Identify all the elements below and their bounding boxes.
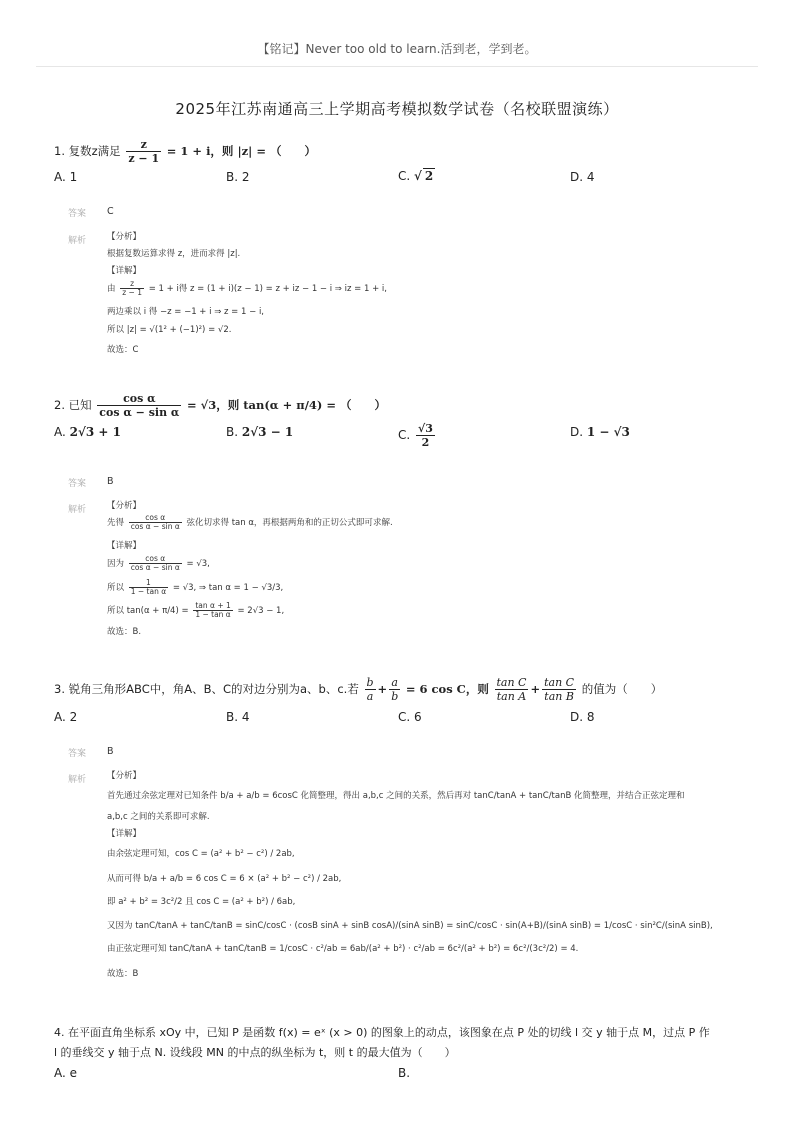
q3-frac-a2: a <box>389 676 400 690</box>
q2-sol-l3-den: 1 − tan α <box>130 586 167 596</box>
q3-answer-label: 答案 <box>68 749 87 759</box>
q3-sol-l5: 又因为 tanC/tanA + tanC/tanB = sinC/cosC · (cosB sinA + sinB cosA)/(sinA sinB) = sinC/cosC · sin(A+B)/(sinA sinB) = 1/cosC · sin²C/(sinA sinB), <box>107 921 713 931</box>
q3-frac-tanc: tan C <box>496 676 527 689</box>
q2-option-d[interactable] <box>570 425 630 439</box>
q3-sol-h2: 【详解】 <box>107 829 142 839</box>
page-header: 【铭记】Never too old to learn.活到老，学到老。 <box>257 42 537 56</box>
q1-option-b[interactable]: B. 2 <box>226 170 250 184</box>
q3-frac-tanc-tana <box>495 676 529 703</box>
q2-answer-label: 答案 <box>68 479 87 489</box>
q3-sol-l6: 由正弦定理可知 tanC/tanA + tanC/tanB = 1/cosC · c²/ab = 6ab/(a² + b²) · c²/ab = 6c²/(a² + b²) = 6c²/(3c²/2) = 4. <box>107 944 579 954</box>
q3-number: 3. <box>54 682 65 696</box>
q2-sol-l1-num: cos α <box>129 514 182 523</box>
q1-sol-l2 <box>107 280 387 297</box>
q2-stem-fraction <box>97 392 181 419</box>
page-title: 2025年江苏南通高三上学期高考模拟数学试卷（名校联盟演练） <box>175 100 619 118</box>
q2-analysis-label: 解析 <box>68 505 87 515</box>
q3-stem-b: = 6 cos C，则 <box>405 682 489 696</box>
q1-sol-h1: 【分析】 <box>107 232 142 242</box>
q1-sol-l2-den: z − 1 <box>122 287 142 297</box>
q4-number: 4. <box>54 1026 65 1039</box>
q1-option-c[interactable] <box>398 168 435 183</box>
q2-stem <box>54 392 386 419</box>
q1-sol-l4: 所以 |z| = √(1² + (−1)²) = √2. <box>107 325 232 335</box>
q3-frac-tana: tan A <box>496 690 527 703</box>
q1-option-c-value: 2 <box>424 169 434 183</box>
q2-option-c[interactable] <box>398 422 437 449</box>
q3-stem-a: 锐角三角形ABC中，角A、B、C的对边分别为a、b、c.若 <box>68 682 359 696</box>
q3-frac-a-over-b <box>389 676 400 703</box>
q1-stem <box>54 138 316 165</box>
q3-stem-c: 的值为（ ） <box>581 682 663 696</box>
q1-stem-a: 复数z满足 <box>68 144 121 158</box>
q2-sol-l1-frac <box>129 514 182 531</box>
q1-answer-label: 答案 <box>68 209 87 219</box>
q3-frac-b: b <box>366 676 374 689</box>
q2-sol-l3-frac <box>129 579 168 596</box>
q1-frac-num: z <box>126 138 161 152</box>
q2-option-a-value: 2√3 + 1 <box>69 425 121 439</box>
q2-stem-a: 已知 <box>68 398 92 412</box>
q2-frac-num: cos α <box>97 392 181 406</box>
q3-option-a[interactable]: A. 2 <box>54 710 78 724</box>
q2-sol-l4-frac <box>193 602 232 619</box>
q1-analysis-label: 解析 <box>68 236 87 246</box>
q2-sol-l3-b: = √3, ⇒ tan α = 1 − √3/3, <box>172 582 284 593</box>
q2-sol-l2-den: cos α − sin α <box>130 562 180 572</box>
q3-frac-a: a <box>366 690 374 703</box>
q2-sol-l1-b: 弦化切求得 tan α，再根据两角和的正切公式即可求解. <box>186 517 393 528</box>
q3-frac-tanb: tan B <box>544 690 574 703</box>
q2-sol-l2-frac <box>129 555 182 572</box>
q3-analysis-label: 解析 <box>68 775 87 785</box>
q2-sol-l5: 故选：B. <box>107 627 142 637</box>
q2-option-b-value: 2√3 − 1 <box>241 425 294 439</box>
q1-option-a[interactable]: A. 1 <box>54 170 78 184</box>
q1-sol-l5: 故选：C <box>107 345 139 355</box>
q1-sol-l2-frac <box>120 280 144 297</box>
q2-option-a-prefix: A. <box>54 425 66 439</box>
q2-sol-l1-a: 先得 <box>107 517 125 528</box>
q1-sol-h2: 【详解】 <box>107 266 142 276</box>
q1-sol-l2-b: = 1 + i得 z = (1 + i)(z − 1) = z + iz − 1 − i ⇒ iz = 1 + i, <box>148 283 387 294</box>
q2-sol-l4-b: = 2√3 − 1, <box>237 605 285 616</box>
q2-sol-l2-num: cos α <box>129 555 182 564</box>
q3-option-b[interactable]: B. 4 <box>226 710 250 724</box>
q2-sol-l2-b: = √3, <box>186 558 210 569</box>
q2-sol-l1 <box>107 514 393 531</box>
q1-number: 1. <box>54 144 65 158</box>
q2-option-c-frac <box>416 422 435 449</box>
q2-option-a[interactable] <box>54 425 121 439</box>
q1-stem-b: = 1 + i，则 |z| = （ ） <box>166 144 316 158</box>
q2-sol-l4-num: tan α + 1 <box>195 601 231 610</box>
q1-sol-l2-a: 由 <box>107 283 116 294</box>
q1-frac-den: z − 1 <box>128 152 160 165</box>
q2-sol-l4-a: 所以 tan(α + π/4) = <box>107 605 189 616</box>
q1-stem-fraction <box>126 138 161 165</box>
q2-frac-den: cos α − sin α <box>99 406 180 419</box>
q3-answer: B <box>107 746 114 757</box>
q3-stem <box>54 676 662 703</box>
q4-option-b[interactable]: B. <box>398 1066 411 1080</box>
q2-sol-l4 <box>107 602 284 619</box>
q2-sol-l3-num: 1 <box>129 579 168 588</box>
q2-sol-h2: 【详解】 <box>107 541 142 551</box>
q3-frac-tanc2: tan C <box>544 676 575 689</box>
q1-sol-l3: 两边乘以 i 得 −z = −1 + i ⇒ z = 1 − i, <box>107 307 265 317</box>
q2-sol-h1: 【分析】 <box>107 501 142 511</box>
q1-sol-l1: 根据复数运算求得 z，进而求得 |z|. <box>107 249 241 259</box>
q4-option-a[interactable]: A. e <box>54 1066 78 1080</box>
q2-number: 2. <box>54 398 65 412</box>
q3-frac-b-over-a <box>365 676 376 703</box>
q2-sol-l3-a: 所以 <box>107 582 125 593</box>
q1-sol-l2-num: z <box>120 280 144 289</box>
q3-option-c[interactable]: C. 6 <box>398 710 422 724</box>
q4-line1: 在平面直角坐标系 xOy 中，已知 P 是函数 f(x) = eˣ (x > 0) 的图象上的动点，该图象在点 P 处的切线 l 交 y 轴于点 M，过点 P 作 <box>68 1026 710 1039</box>
q2-sol-l1-den: cos α − sin α <box>130 521 180 531</box>
q1-option-c-prefix: C. <box>398 169 411 183</box>
q2-option-b[interactable] <box>226 425 293 439</box>
q3-sol-h1: 【分析】 <box>107 771 142 781</box>
q2-option-d-prefix: D. <box>570 425 584 439</box>
q2-option-d-value: 1 − √3 <box>586 425 630 439</box>
q3-frac-b2: b <box>391 690 399 703</box>
q3-sol-l1b: a,b,c 之间的关系即可求解. <box>107 812 210 822</box>
q3-option-d[interactable]: D. 8 <box>570 710 595 724</box>
q3-sol-l3: 从而可得 b/a + a/b = 6 cos C = 6 × (a² + b² − c²) / 2ab, <box>107 874 342 884</box>
q4-stem-line1 <box>54 1024 710 1040</box>
q2-sol-l2 <box>107 555 210 572</box>
q2-answer: B <box>107 476 114 487</box>
q3-sol-l2: 由余弦定理可知，cos C = (a² + b² − c²) / 2ab, <box>107 849 295 859</box>
q2-option-c-prefix: C. <box>398 428 411 442</box>
q3-plus-sign-2: + <box>530 682 541 696</box>
q1-option-d[interactable]: D. 4 <box>570 170 595 184</box>
q2-option-c-num: √3 <box>418 422 433 435</box>
q3-sol-l4: 即 a² + b² = 3c²/2 且 cos C = (a² + b²) / 6ab, <box>107 897 296 907</box>
q4-stem-line2: l 的垂线交 y 轴于点 N. 设线段 MN 的中点的纵坐标为 t，则 t 的最大值为（ ） <box>54 1046 456 1059</box>
q3-plus-sign: + <box>377 682 388 696</box>
q3-frac-tanc-tanb <box>542 676 576 703</box>
q2-sol-l3 <box>107 579 283 596</box>
q2-option-c-den: 2 <box>421 436 430 449</box>
q3-sol-l7: 故选：B <box>107 969 139 979</box>
q3-sol-l1a: 首先通过余弦定理对已知条件 b/a + a/b = 6cosC 化简整理，得出 a,b,c 之间的关系，然后再对 tanC/tanA + tanC/tanB 化简整理，并结合正弦定理和 <box>107 791 685 801</box>
q2-stem-b: = √3，则 tan(α + π/4) = （ ） <box>187 398 386 412</box>
q1-option-c-sqrt-sign: √ <box>414 169 422 183</box>
q2-sol-l4-den: 1 − tan α <box>195 609 231 619</box>
header-divider <box>36 66 758 67</box>
q2-sol-l2-a: 因为 <box>107 558 125 569</box>
q1-answer: C <box>107 206 114 217</box>
q2-option-b-prefix: B. <box>226 425 239 439</box>
